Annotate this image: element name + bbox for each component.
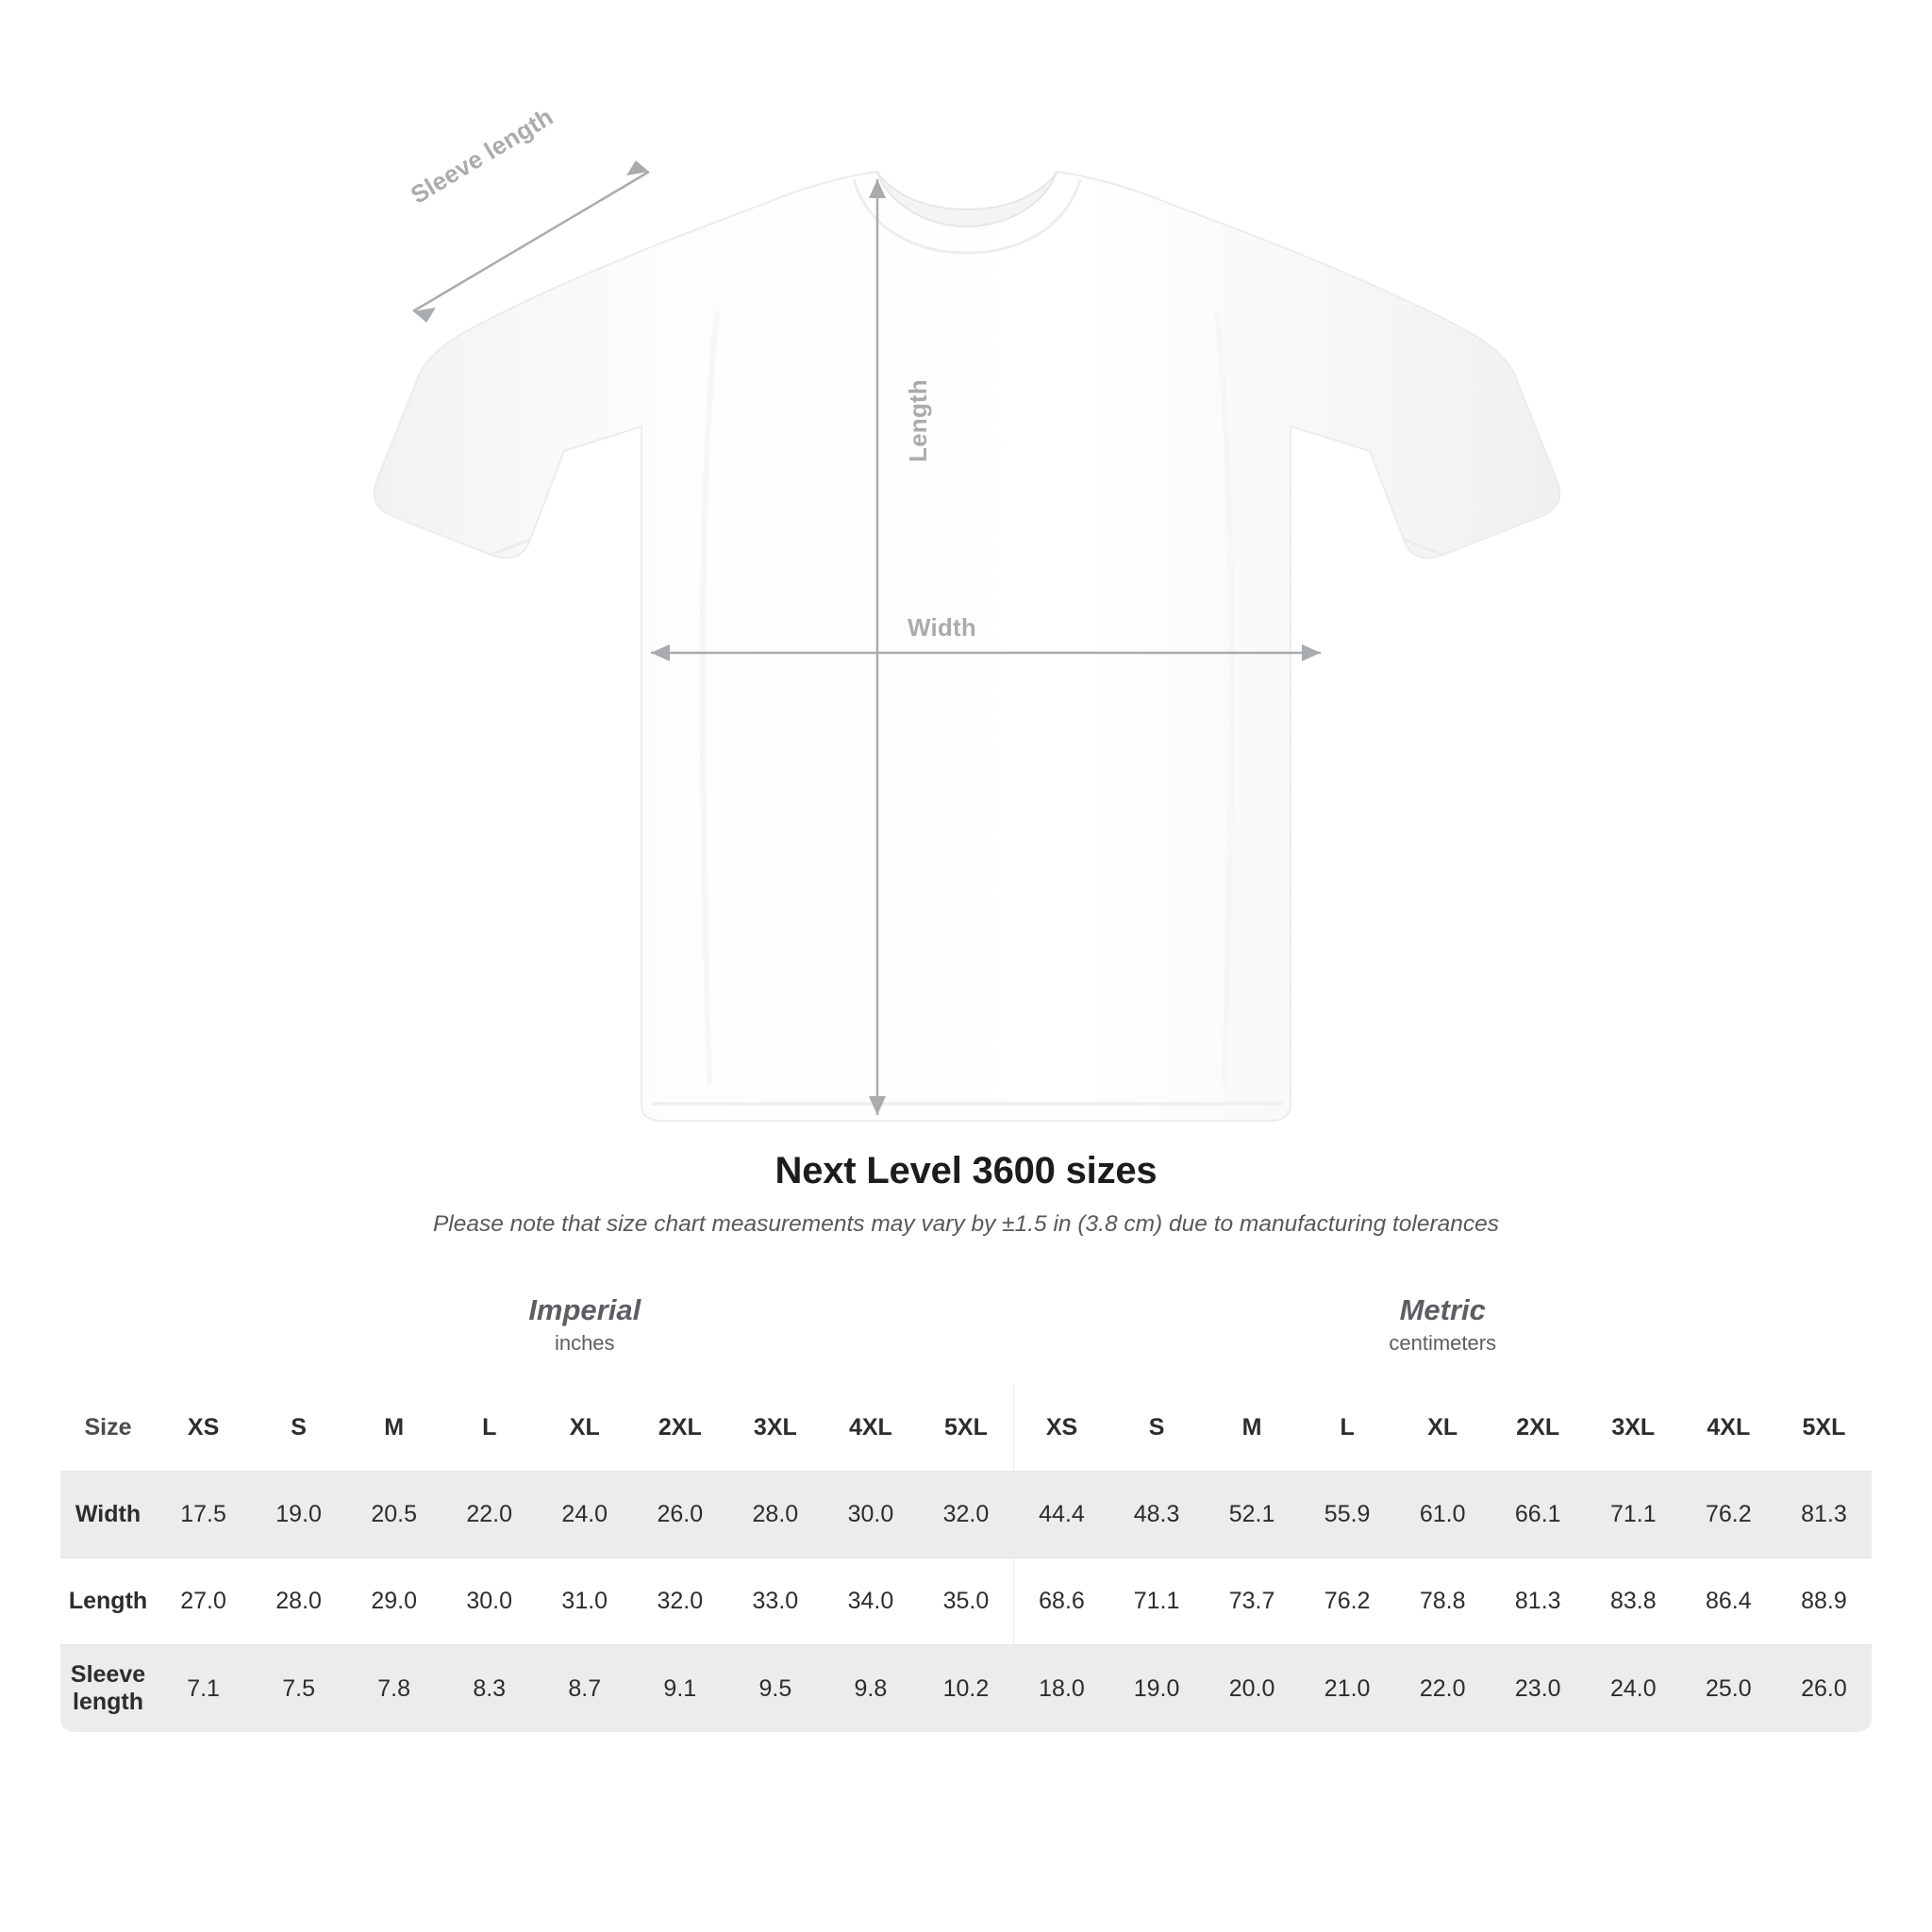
table-cell: 18.0 [1013, 1645, 1108, 1732]
size-header-cell: 4XL [823, 1385, 918, 1472]
size-header-cell: S [1109, 1385, 1205, 1472]
table-cell: 48.3 [1109, 1472, 1205, 1558]
table-cell: 52.1 [1205, 1472, 1300, 1558]
table-cell: 33.0 [727, 1558, 823, 1645]
tolerance-note: Please note that size chart measurements may vary by ±1.5 in (3.8 cm) due to manufacturing tolerances [432, 1211, 1500, 1237]
table-cell: 25.0 [1681, 1645, 1776, 1732]
table-cell: 8.3 [441, 1645, 537, 1732]
length-label: Length [904, 379, 932, 462]
unit-group-header-imperial [156, 1268, 1013, 1385]
table-cell: 29.0 [346, 1558, 441, 1645]
table-cell: 7.5 [251, 1645, 346, 1732]
size-header-cell: L [441, 1385, 537, 1472]
table-cell: 55.9 [1300, 1472, 1395, 1558]
table-cell: 32.0 [918, 1472, 1013, 1558]
size-header-cell: 5XL [1776, 1385, 1872, 1472]
table-cell: 76.2 [1681, 1472, 1776, 1558]
unit-group-header-metric [1013, 1268, 1872, 1385]
table-cell: 24.0 [537, 1472, 632, 1558]
table-cell: 8.7 [537, 1645, 632, 1732]
table-corner-cell [60, 1268, 156, 1385]
size-header-cell: XS [156, 1385, 251, 1472]
size-row-label: Size [60, 1385, 156, 1472]
table-cell: 22.0 [441, 1472, 537, 1558]
table-row [60, 1558, 1872, 1645]
table-cell: 21.0 [1300, 1645, 1395, 1732]
table-cell: 86.4 [1681, 1558, 1776, 1645]
row-label-width: Width [60, 1472, 156, 1558]
page-title: Next Level 3600 sizes [774, 1150, 1158, 1191]
size-header-cell: 5XL [918, 1385, 1013, 1472]
table-cell: 78.8 [1395, 1558, 1491, 1645]
size-header-row [60, 1385, 1872, 1472]
size-header-cell: 3XL [1586, 1385, 1681, 1472]
row-label-sleeve-length: Sleeve length [60, 1645, 156, 1732]
table-cell: 20.0 [1205, 1645, 1300, 1732]
width-label: Width [908, 613, 976, 641]
table-row [60, 1645, 1872, 1732]
size-table [60, 1268, 1872, 1732]
table-cell: 20.5 [346, 1472, 441, 1558]
row-label-length: Length [60, 1558, 156, 1645]
unit-group-name: Metric [1399, 1292, 1486, 1326]
size-header-cell: L [1300, 1385, 1395, 1472]
table-cell: 19.0 [251, 1472, 346, 1558]
size-header-cell: XL [537, 1385, 632, 1472]
table-cell: 30.0 [823, 1472, 918, 1558]
table-cell: 31.0 [537, 1558, 632, 1645]
table-cell: 10.2 [918, 1645, 1013, 1732]
table-cell: 88.9 [1776, 1558, 1872, 1645]
table-cell: 26.0 [1776, 1645, 1872, 1732]
size-header-cell: M [1205, 1385, 1300, 1472]
table-cell: 83.8 [1586, 1558, 1681, 1645]
table-cell: 71.1 [1109, 1558, 1205, 1645]
table-cell: 66.1 [1491, 1472, 1586, 1558]
table-cell: 23.0 [1491, 1645, 1586, 1732]
size-header-cell: 2XL [632, 1385, 727, 1472]
t-shirt-shape [375, 172, 1560, 1121]
size-header-cell: S [251, 1385, 346, 1472]
size-header-cell: XS [1013, 1385, 1108, 1472]
table-cell: 73.7 [1205, 1558, 1300, 1645]
table-cell: 17.5 [156, 1472, 251, 1558]
table-cell: 68.6 [1013, 1558, 1108, 1645]
size-header-cell: 4XL [1681, 1385, 1776, 1472]
table-cell: 34.0 [823, 1558, 918, 1645]
size-header-cell: 2XL [1491, 1385, 1586, 1472]
table-cell: 7.1 [156, 1645, 251, 1732]
table-row [60, 1472, 1872, 1558]
sleeve-length-label: Sleeve length [406, 102, 558, 209]
table-cell: 61.0 [1395, 1472, 1491, 1558]
table-cell: 30.0 [441, 1558, 537, 1645]
table-cell: 27.0 [156, 1558, 251, 1645]
table-cell: 28.0 [251, 1558, 346, 1645]
table-cell: 24.0 [1586, 1645, 1681, 1732]
table-cell: 26.0 [632, 1472, 727, 1558]
table-cell: 32.0 [632, 1558, 727, 1645]
unit-group-subtitle: centimeters [1389, 1331, 1497, 1356]
table-cell: 81.3 [1776, 1472, 1872, 1558]
table-cell: 44.4 [1013, 1472, 1108, 1558]
table-cell: 9.5 [727, 1645, 823, 1732]
size-header-cell: XL [1395, 1385, 1491, 1472]
size-table-wrapper [60, 1268, 1872, 1732]
table-cell: 22.0 [1395, 1645, 1491, 1732]
title-block [0, 1150, 1932, 1238]
table-cell: 81.3 [1491, 1558, 1586, 1645]
size-header-cell: M [346, 1385, 441, 1472]
table-cell: 35.0 [918, 1558, 1013, 1645]
table-cell: 71.1 [1586, 1472, 1681, 1558]
table-cell: 76.2 [1300, 1558, 1395, 1645]
table-cell: 28.0 [727, 1472, 823, 1558]
unit-group-row [60, 1268, 1872, 1385]
unit-group-name: Imperial [528, 1292, 641, 1326]
size-header-cell: 3XL [727, 1385, 823, 1472]
table-cell: 19.0 [1109, 1645, 1205, 1732]
table-cell: 9.8 [823, 1645, 918, 1732]
unit-group-subtitle: inches [554, 1331, 615, 1356]
table-cell: 9.1 [632, 1645, 727, 1732]
table-cell: 7.8 [346, 1645, 441, 1732]
